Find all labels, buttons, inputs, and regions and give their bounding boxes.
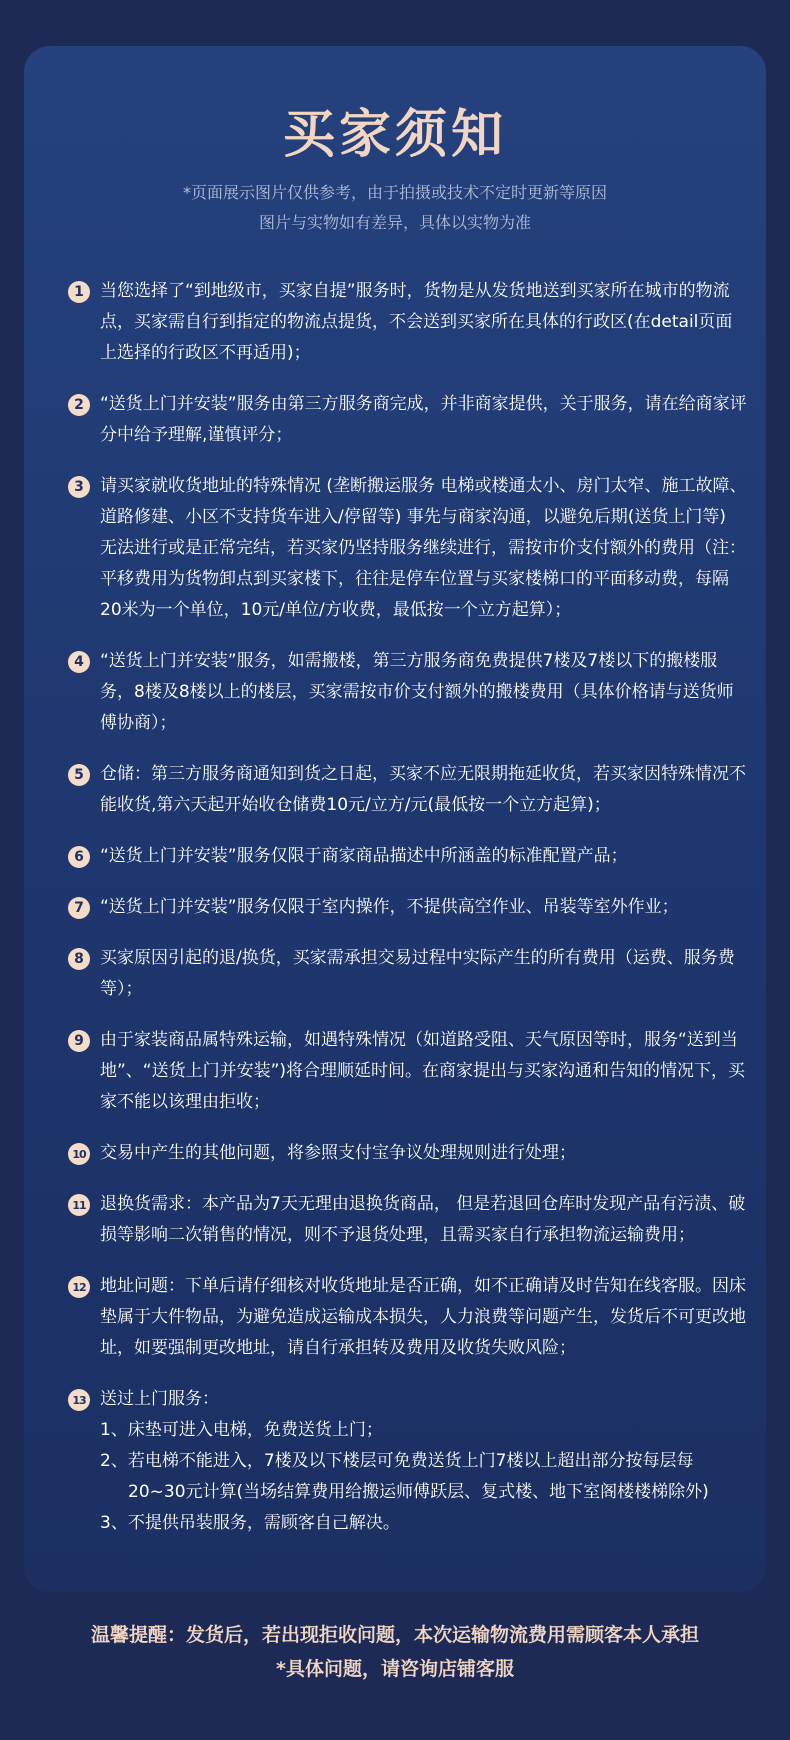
item-text: 交易中产生的其他问题，将参照支付宝争议处理规则进行处理； — [100, 1143, 576, 1163]
delivery-rule: 1、床垫可进入电梯，免费送货上门； — [100, 1420, 383, 1440]
number-badge: 10 — [68, 1143, 90, 1165]
list-item — [68, 389, 748, 451]
number-badge: 6 — [68, 846, 90, 868]
item-text: “送货上门并安装”服务仅限于商家商品描述中所涵盖的标准配置产品； — [100, 846, 628, 866]
list-item — [68, 1189, 748, 1251]
item-text: 当您选择了“到地级市，买家自提”服务时，货物是从发货地送到买家所在城市的物流点，买家需自行到指定的物流点提货，不会送到买家所在具体的行政区(在detail页面上选择的行政区不再适用)； — [100, 281, 733, 363]
number-badge: 2 — [68, 394, 90, 416]
list-item — [68, 841, 748, 872]
number-badge: 3 — [68, 476, 90, 498]
delivery-rule-continued: 20~30元计算(当场结算费用给搬运师傅跃层、复式楼、地下室阁楼楼梯除外) — [128, 1482, 709, 1502]
list-item — [68, 276, 748, 369]
item-text: 地址问题：下单后请仔细核对收货地址是否正确，如不正确请及时告知在线客服。因床垫属于大件物品，为避免造成运输成本损失，人力浪费等问题产生，发货后不可更改地址，如要强制更改地址，请自行承担转及费用及收货失败风险； — [100, 1276, 746, 1358]
notice-list — [68, 276, 748, 1559]
list-item — [68, 471, 748, 626]
list-item-delivery-service — [68, 1384, 748, 1539]
list-item — [68, 646, 748, 739]
list-item — [68, 1271, 748, 1364]
warm-reminder — [0, 1618, 790, 1686]
delivery-rule: 2、若电梯不能进入，7楼及以下楼层可免费送货上门7楼以上超出部分按每层每 — [100, 1451, 694, 1471]
disclaimer — [0, 178, 790, 238]
item-text: 买家原因引起的退/换货，买家需承担交易过程中实际产生的所有费用（运费、服务费等）； — [100, 948, 735, 999]
delivery-rule: 3、不提供吊装服务，需顾客自己解决。 — [100, 1513, 400, 1533]
item-text: 请买家就收货地址的特殊情况 (垄断搬运服务 电梯或楼通太小、房门太窄、施工故障、道路修建、小区不支持货车进入/停留等) 事先与商家沟通，以避免后期(送货上门等) 无法进行或是正常完结，若买家仍坚持服务继续进行，需按市价支付额外的费用（注：平移费用为货物卸点到买家楼下，往往是停车位置与买家楼梯口的平面移动费，每隔20米为一个单位，10元/单位/方收费，最低按一个立方起算）； — [100, 476, 747, 620]
number-badge: 9 — [68, 1030, 90, 1052]
delivery-service-title: 送过上门服务： — [100, 1389, 219, 1409]
number-badge: 7 — [68, 897, 90, 919]
list-item — [68, 943, 748, 1005]
disclaimer-line-2: 图片与实物如有差异，具体以实物为准 — [258, 213, 531, 232]
number-badge: 4 — [68, 651, 90, 673]
warm-reminder-line-1: 温馨提醒：发货后，若出现拒收问题，本次运输物流费用需顾客本人承担 — [90, 1624, 699, 1646]
disclaimer-line-1: *页面展示图片仅供参考，由于拍摄或技术不定时更新等原因 — [182, 183, 607, 202]
item-text: 仓储：第三方服务商通知到货之日起，买家不应无限期拖延收货，若买家因特殊情况不能收货,第六天起开始收仓储费10元/立方/元(最低按一个立方起算)； — [100, 764, 746, 815]
number-badge: 1 — [68, 281, 90, 303]
list-item — [68, 759, 748, 821]
item-text: 由于家装商品属特殊运输，如遇特殊情况（如道路受阻、天气原因等时，服务“送到当地”、“送货上门并安装”)将合理顺延时间。在商家提出与买家沟通和告知的情况下，买家不能以该理由拒收； — [100, 1030, 746, 1112]
list-item — [68, 892, 748, 923]
warm-reminder-line-2: *具体问题，请咨询店铺客服 — [276, 1658, 514, 1680]
list-item — [68, 1138, 748, 1169]
page-title: 买家须知 — [282, 105, 507, 165]
delivery-service-block — [100, 1384, 748, 1539]
item-text: “送货上门并安装”服务由第三方服务商完成，并非商家提供，关于服务，请在给商家评分中给予理解,谨慎评分； — [100, 394, 747, 445]
item-text: “送货上门并安装”服务，如需搬楼，第三方服务商免费提供7楼及7楼以下的搬楼服务，8楼及8楼以上的楼层，买家需按市价支付额外的搬楼费用（具体价格请与送货师傅协商）； — [100, 651, 734, 733]
item-text: “送货上门并安装”服务仅限于室内操作，不提供高空作业、吊装等室外作业； — [100, 897, 679, 917]
number-badge: 5 — [68, 764, 90, 786]
number-badge: 11 — [68, 1194, 90, 1216]
item-text: 退换货需求：本产品为7天无理由退换货商品， 但是若退回仓库时发现产品有污渍、破损等影响二次销售的情况，则不予退货处理，且需买家自行承担物流运输费用； — [100, 1194, 746, 1245]
number-badge: 13 — [68, 1389, 90, 1411]
number-badge: 8 — [68, 948, 90, 970]
list-item — [68, 1025, 748, 1118]
number-badge: 12 — [68, 1276, 90, 1298]
